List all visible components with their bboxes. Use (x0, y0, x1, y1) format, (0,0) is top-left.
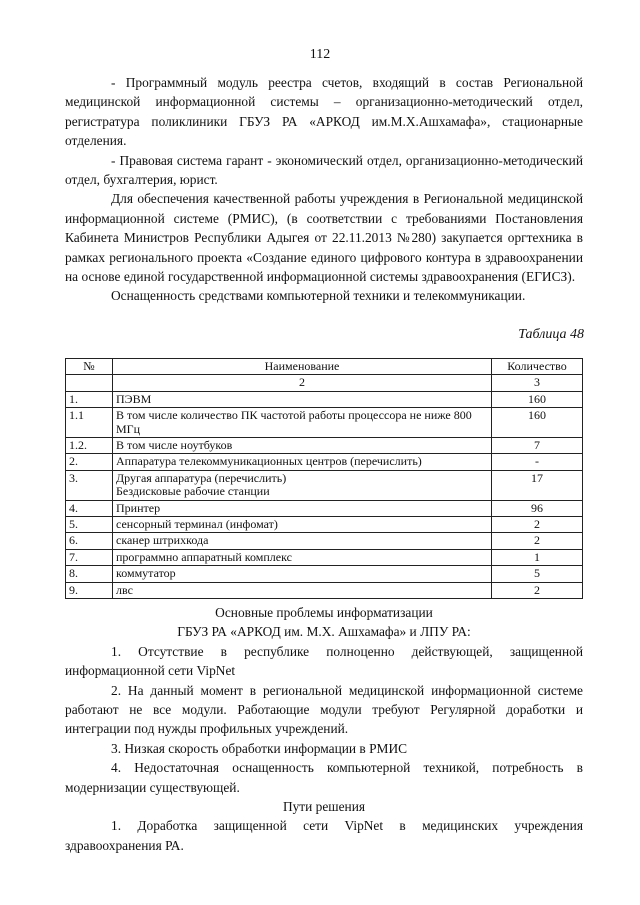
paragraph-equipment: Для обеспечения качественной работы учреждения в Региональной медицинской информационной системе (РМИС), (в соответствии с требованиями Постановления Кабинета Министров Республики Адыгея от 22.11.2013 №280) закупается оргтехника в рамках регионального проекта «Создание единого цифрового контура в здравоохранении на основе единой государственной информационной системы здравоохранения (ЕГИСЗ). (65, 191, 583, 285)
solutions-title: Пути решения (282, 799, 366, 815)
row-num: 9. (66, 582, 113, 598)
row-name: В том числе количество ПК частотой работы процессора не ниже 800 МГц (113, 408, 492, 438)
row-qty: 17 (492, 470, 583, 500)
header-number-2: 2 (113, 375, 492, 391)
row-num: 5. (66, 517, 113, 533)
paragraph-rmis-module: - Программный модуль реестра счетов, входящий в состав Региональной медицинской информационной системы – организационно-методический отдел, регистратура поликлиники ГБУЗ РА «АРКОД им.М.Х.Ашхамафа», стационарные отделения. (65, 75, 583, 149)
table-row (66, 438, 583, 454)
table-header-numbers-row (66, 375, 583, 391)
row-name: сенсорный терминал (инфомат) (113, 517, 492, 533)
row-qty: 96 (492, 500, 583, 516)
table-row (66, 454, 583, 470)
row-qty: 160 (492, 391, 583, 407)
row-num: 3. (66, 470, 113, 500)
row-name (113, 470, 492, 500)
problem-item: 1. Отсутствие в республике полноценно действующей, защищенной информационной сети VipNet (65, 643, 583, 679)
paragraph-equipment-level: Оснащенность средствами компьютерной техники и телекоммуникации. (111, 288, 526, 304)
row-name-line2: Бездисковые рабочие станции (116, 484, 270, 499)
header-number-3: 3 (492, 375, 583, 391)
row-num: 1.1 (66, 408, 113, 438)
row-qty: 2 (492, 582, 583, 598)
problem-item: 3. Низкая скорость обработки информации в РМИС (111, 740, 408, 756)
problems-title: Основные проблемы информатизации (215, 605, 433, 620)
row-num: 1. (66, 391, 113, 407)
table-caption: Таблица 48 (518, 327, 584, 342)
table-row (66, 470, 583, 500)
row-qty: 1 (492, 549, 583, 565)
row-qty: 7 (492, 438, 583, 454)
table-row (66, 533, 583, 549)
table-row (66, 549, 583, 565)
row-qty: 160 (492, 408, 583, 438)
row-num: 8. (66, 566, 113, 582)
row-qty: 2 (492, 517, 583, 533)
problem-item: 4. Недостаточная оснащенность компьютерной техникой, потребность в модернизации существующей. (65, 760, 583, 795)
table-row (66, 391, 583, 407)
problems-subtitle: ГБУЗ РА «АРКОД им. М.Х. Ашхамафа» и ЛПУ РА: (177, 624, 471, 640)
row-name: Аппаратура телекоммуникационных центров (перечислить) (113, 454, 492, 470)
table-row (66, 517, 583, 533)
row-num: 2. (66, 454, 113, 470)
table-header-row (66, 359, 583, 375)
table-row (66, 408, 583, 438)
row-name: сканер штрихкода (113, 533, 492, 549)
equipment-table (65, 358, 583, 599)
row-qty: - (492, 454, 583, 470)
header-qty: Количество (492, 359, 583, 375)
row-num: 4. (66, 500, 113, 516)
row-qty: 2 (492, 533, 583, 549)
row-name: Принтер (113, 500, 492, 516)
row-name: лвс (113, 582, 492, 598)
page-number: 112 (309, 47, 331, 62)
row-qty: 5 (492, 566, 583, 582)
problems-section (65, 603, 583, 855)
row-num: 1.2. (66, 438, 113, 454)
row-name: В том числе ноутбуков (113, 438, 492, 454)
row-num: 7. (66, 549, 113, 565)
paragraph-garant: - Правовая система гарант - экономический отдел, организационно-методический отдел, бухгалтерия, юрист. (65, 152, 583, 188)
table-row (66, 566, 583, 582)
row-name: ПЭВМ (113, 391, 492, 407)
intro-section (65, 73, 583, 306)
header-name: Наименование (113, 359, 492, 375)
header-number-1 (66, 375, 113, 391)
problem-item: 2. На данный момент в региональной медицинской информационной системе работают не все модули. Работающие модули требуют Регулярной доработки и интеграции под нужды профильных учреждений. (65, 682, 583, 737)
solution-item: 1. Доработка защищенной сети VipNet в медицинских учреждения здравоохранения РА. (65, 818, 583, 853)
row-name-line1: Другая аппаратура (перечислить) (116, 470, 287, 485)
table-row (66, 500, 583, 516)
header-num: № (66, 359, 113, 375)
row-name: программно аппаратный комплекс (113, 549, 492, 565)
row-num: 6. (66, 533, 113, 549)
row-name: коммутатор (113, 566, 492, 582)
table-row (66, 582, 583, 598)
